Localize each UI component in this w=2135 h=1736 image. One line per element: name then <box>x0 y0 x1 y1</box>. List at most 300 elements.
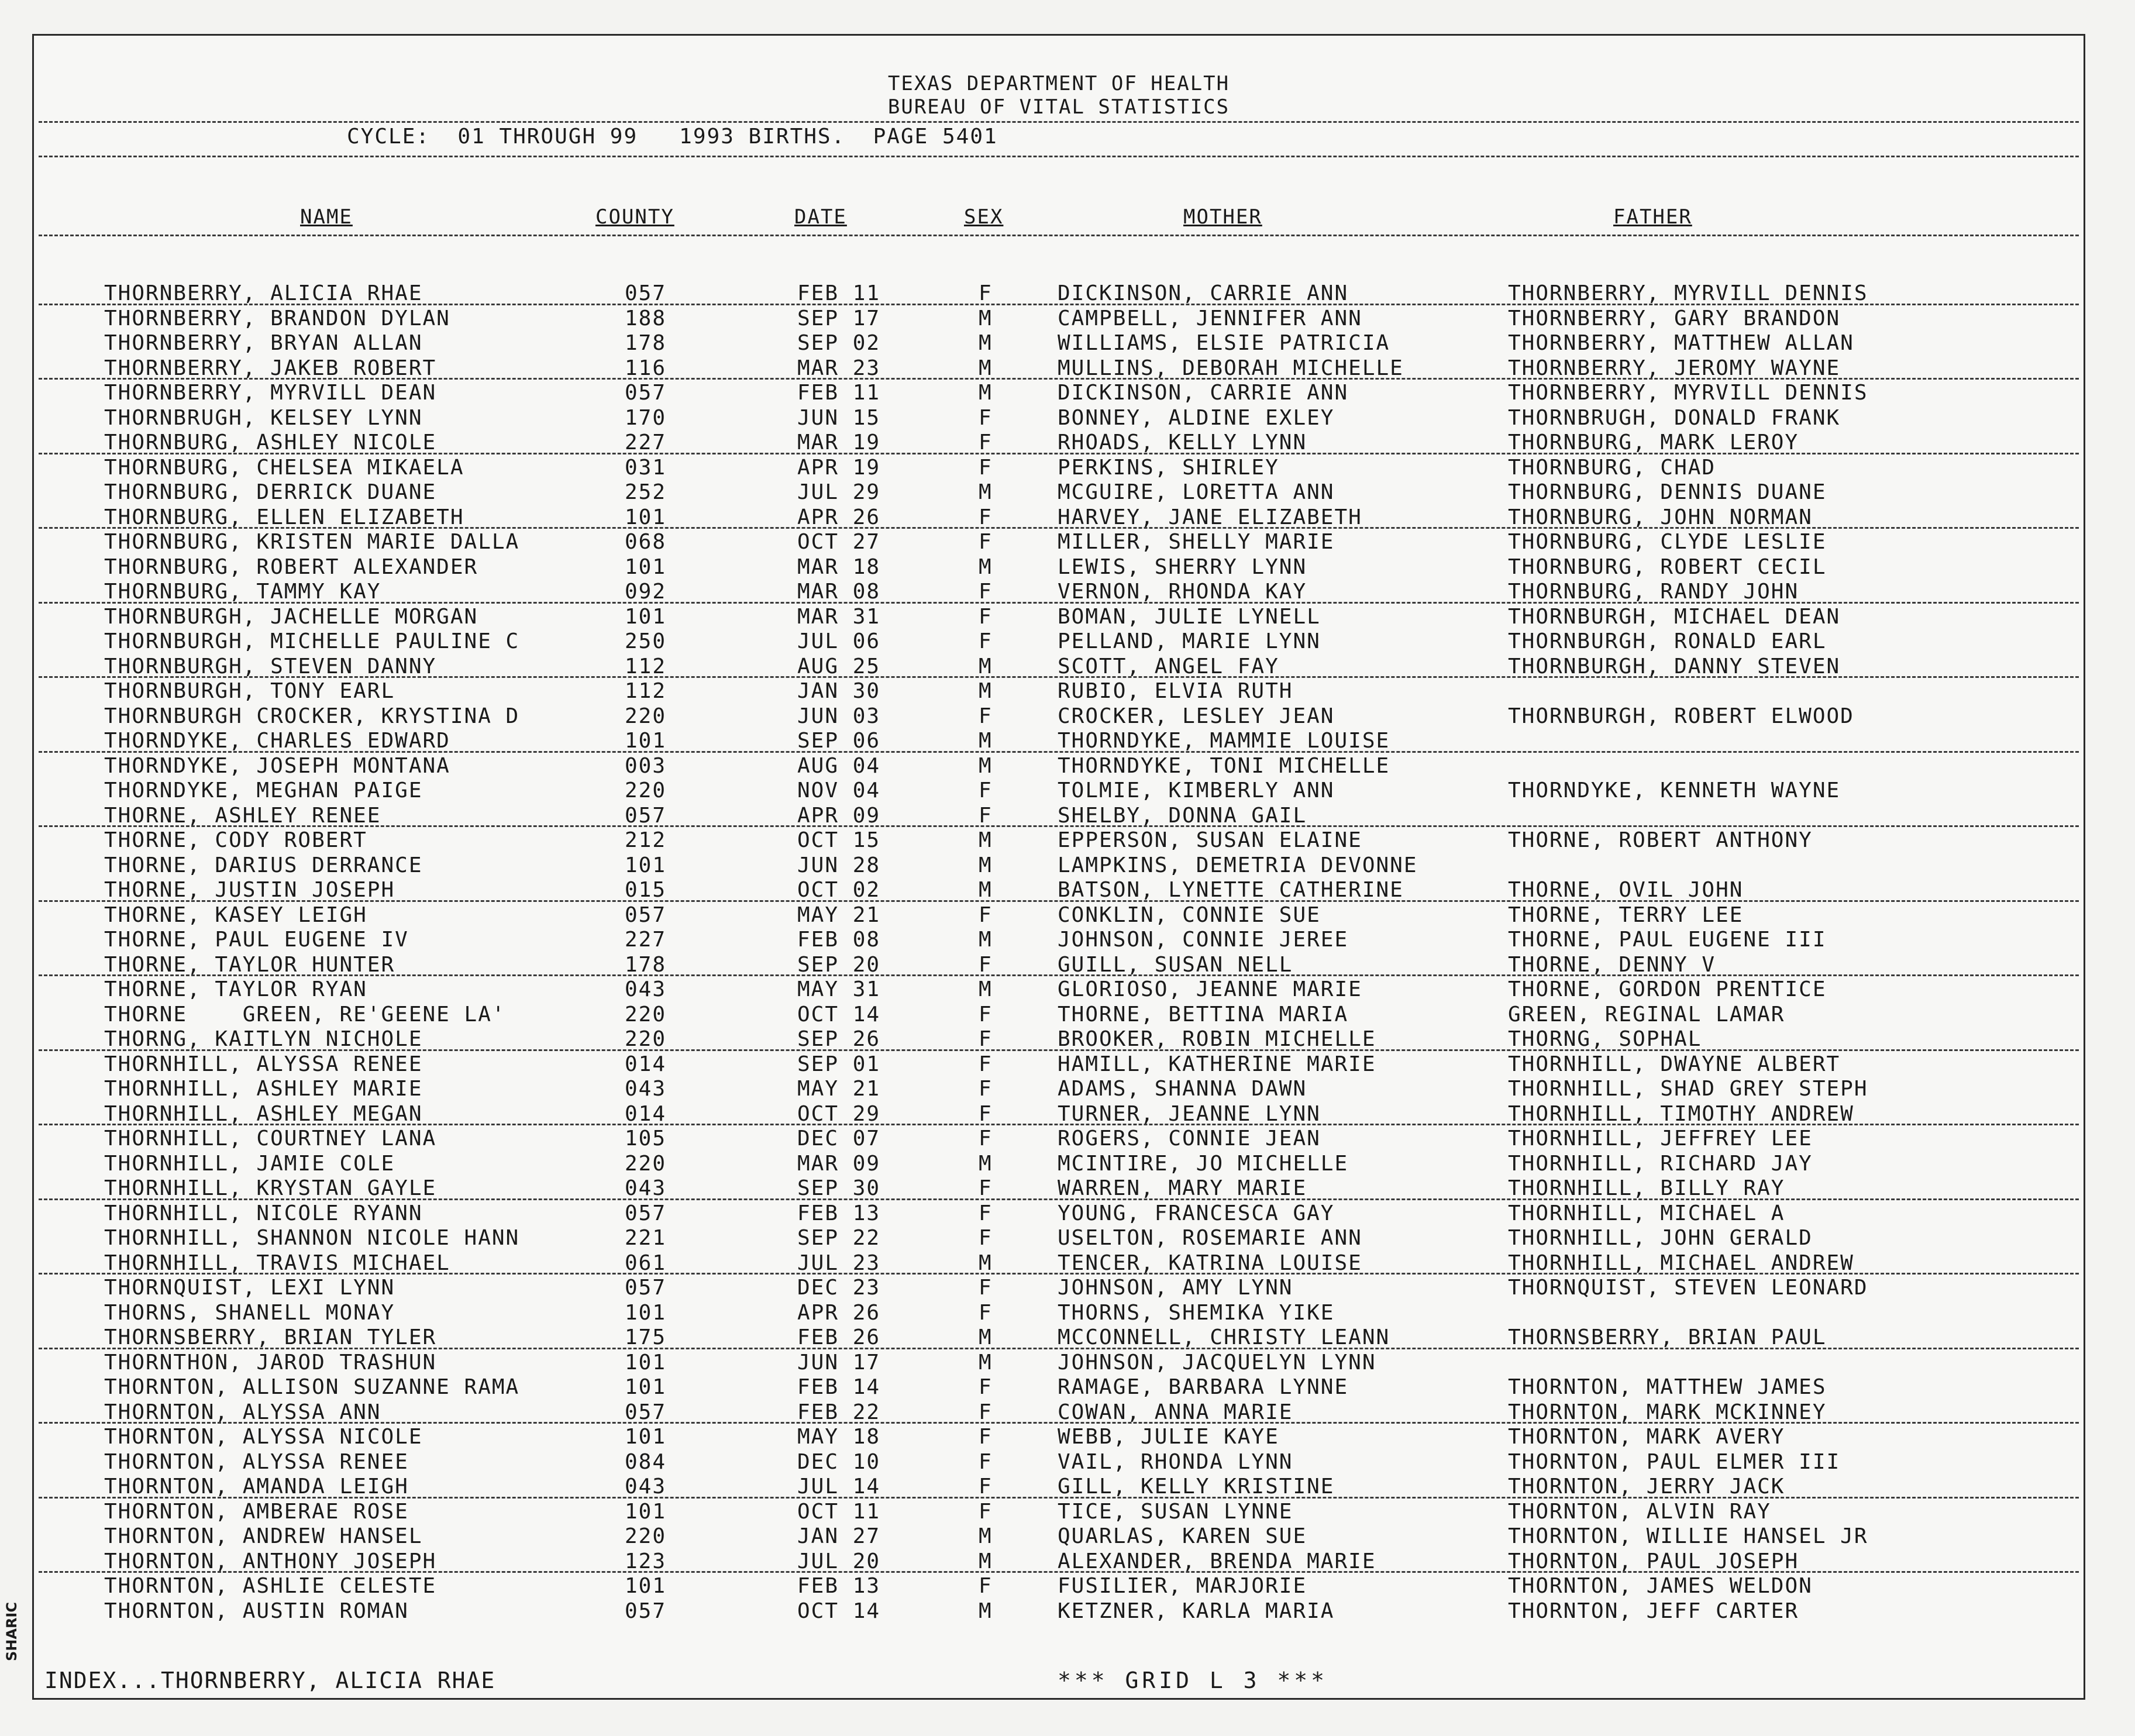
cell-name: THORNHILL, KRYSTAN GAYLE <box>104 1176 437 1200</box>
cell-mother: MCGUIRE, LORETTA ANN <box>1058 480 1335 504</box>
cell-date: JUL 23 <box>797 1251 881 1275</box>
cell-sex: M <box>979 1325 993 1349</box>
table-row <box>34 1003 2084 1028</box>
cell-mother: PERKINS, SHIRLEY <box>1058 455 1279 480</box>
cell-mother: RHOADS, KELLY LYNN <box>1058 430 1307 454</box>
cell-father: THORNTON, JAMES WELDON <box>1508 1574 1813 1598</box>
cell-father: THORNBURGH, ROBERT ELWOOD <box>1508 704 1854 728</box>
agency-title: TEXAS DEPARTMENT OF HEALTH <box>887 72 1230 95</box>
cell-sex: F <box>979 903 993 927</box>
cell-sex: M <box>979 729 993 753</box>
cell-name: THORNE, PAUL EUGENE IV <box>104 928 409 952</box>
cell-name: THORNE, CODY ROBERT <box>104 828 367 852</box>
cell-sex: M <box>979 480 993 504</box>
cell-sex: F <box>979 1027 993 1051</box>
cell-county: 031 <box>625 455 667 480</box>
cell-name: THORNTON, AUSTIN ROMAN <box>104 1599 409 1623</box>
cell-name: THORNE, DARIUS DERRANCE <box>104 853 423 877</box>
cell-mother: KETZNER, KARLA MARIA <box>1058 1599 1335 1623</box>
table-row <box>34 704 2084 729</box>
cell-sex: M <box>979 753 993 778</box>
cell-father: THORNHILL, MICHAEL A <box>1508 1201 1785 1225</box>
cell-county: 084 <box>625 1449 667 1474</box>
table-row <box>34 1524 2084 1549</box>
cell-county: 057 <box>625 1201 667 1225</box>
cell-county: 043 <box>625 1176 667 1200</box>
cell-name: THORNSBERRY, BRIAN TYLER <box>104 1325 437 1349</box>
cell-father: THORNQUIST, STEVEN LEONARD <box>1508 1276 1868 1300</box>
cell-county: 057 <box>625 1400 667 1424</box>
cell-name: THORNBURG, CHELSEA MIKAELA <box>104 455 464 480</box>
cell-name: THORNBURGH, MICHELLE PAULINE C <box>104 629 520 653</box>
bureau-title: BUREAU OF VITAL STATISTICS <box>887 95 1230 119</box>
cell-sex: M <box>979 1350 993 1375</box>
cell-date: DEC 07 <box>797 1127 881 1151</box>
cell-name: THORNHILL, COURTNEY LANA <box>104 1127 437 1151</box>
cell-sex: F <box>979 1300 993 1325</box>
cell-father: THORNTON, JEFF CARTER <box>1508 1599 1799 1623</box>
cell-name: THORNBERRY, BRANDON DYLAN <box>104 306 450 330</box>
table-row <box>34 729 2084 754</box>
cell-date: MAR 19 <box>797 430 881 454</box>
cell-date: FEB 13 <box>797 1201 881 1225</box>
table-row <box>34 1226 2084 1251</box>
cell-father: THORNG, SOPHAL <box>1508 1027 1702 1051</box>
table-row <box>34 1475 2084 1500</box>
table-row <box>34 1574 2084 1599</box>
cell-sex: F <box>979 455 993 480</box>
cell-date: MAY 31 <box>797 977 881 1001</box>
cell-date: MAY 18 <box>797 1425 881 1449</box>
cell-father: THORNSBERRY, BRIAN PAUL <box>1508 1325 1827 1349</box>
table-row <box>34 928 2084 953</box>
side-mark: SHARIC <box>4 1602 20 1661</box>
column-header-father: FATHER <box>1613 205 1692 229</box>
cell-date: OCT 14 <box>797 1002 881 1027</box>
cell-date: AUG 04 <box>797 753 881 778</box>
table-row <box>34 629 2084 655</box>
cell-mother: THORNS, SHEMIKA YIKE <box>1058 1300 1335 1325</box>
cell-father: THORNBERRY, MATTHEW ALLAN <box>1508 331 1854 355</box>
cell-name: THORNE, KASEY LEIGH <box>104 903 367 927</box>
cell-mother: DICKINSON, CARRIE ANN <box>1058 281 1349 305</box>
cell-father: GREEN, REGINAL LAMAR <box>1508 1002 1785 1027</box>
table-row <box>34 1301 2084 1326</box>
cell-father: THORNBRUGH, DONALD FRANK <box>1508 405 1841 430</box>
cell-father: THORNBURG, CLYDE LESLIE <box>1508 530 1827 554</box>
cell-mother: THORNDYKE, MAMMIE LOUISE <box>1058 729 1390 753</box>
table-row <box>34 853 2084 879</box>
cell-sex: M <box>979 853 993 877</box>
cell-mother: WEBB, JULIE KAYE <box>1058 1425 1279 1449</box>
column-header-date: DATE <box>794 205 847 229</box>
cell-date: FEB 11 <box>797 281 881 305</box>
cell-father: THORNBURG, DENNIS DUANE <box>1508 480 1827 504</box>
cell-date: OCT 29 <box>797 1101 881 1126</box>
cell-mother: ROGERS, CONNIE JEAN <box>1058 1127 1321 1151</box>
cell-sex: F <box>979 1276 993 1300</box>
cell-name: THORNBERRY, BRYAN ALLAN <box>104 331 423 355</box>
table-row <box>34 1052 2084 1077</box>
cell-county: 212 <box>625 828 667 852</box>
table-row <box>34 1127 2084 1152</box>
cell-county: 014 <box>625 1101 667 1126</box>
cell-name: THORNTON, AMANDA LEIGH <box>104 1475 409 1499</box>
cell-father: THORNHILL, SHAD GREY STEPH <box>1508 1077 1868 1101</box>
cell-sex: F <box>979 952 993 977</box>
cell-sex: F <box>979 1574 993 1598</box>
cell-mother: GILL, KELLY KRISTINE <box>1058 1475 1335 1499</box>
cell-county: 043 <box>625 1077 667 1101</box>
cell-sex: F <box>979 505 993 529</box>
cell-name: THORNBURGH, TONY EARL <box>104 679 395 703</box>
cell-sex: F <box>979 779 993 802</box>
cell-sex: F <box>979 1176 993 1200</box>
table-row <box>34 430 2084 456</box>
cell-county: 250 <box>625 629 667 653</box>
cell-county: 101 <box>625 1499 667 1524</box>
cell-county: 101 <box>625 1350 667 1375</box>
cell-date: AUG 25 <box>797 654 881 678</box>
birth-records-list <box>34 281 2084 1624</box>
cell-county: 227 <box>625 928 667 952</box>
cycle-divider <box>39 156 2079 157</box>
cell-mother: MILLER, SHELLY MARIE <box>1058 530 1335 554</box>
cell-county: 057 <box>625 903 667 927</box>
cell-date: MAY 21 <box>797 1077 881 1101</box>
cell-county: 003 <box>625 753 667 778</box>
cell-sex: F <box>979 1101 993 1126</box>
cell-mother: JOHNSON, JACQUELYN LYNN <box>1058 1350 1376 1375</box>
cell-sex: M <box>979 1524 993 1548</box>
cell-county: 057 <box>625 803 667 828</box>
cell-date: JUN 28 <box>797 853 881 877</box>
cell-date: DEC 10 <box>797 1449 881 1474</box>
cell-father: THORNBURG, CHAD <box>1508 455 1716 480</box>
cell-date: SEP 22 <box>797 1226 881 1250</box>
cell-name: THORNHILL, TRAVIS MICHAEL <box>104 1251 450 1275</box>
cell-mother: RAMAGE, BARBARA LYNNE <box>1058 1375 1349 1399</box>
table-row <box>34 1027 2084 1052</box>
cell-mother: HAMILL, KATHERINE MARIE <box>1058 1052 1376 1076</box>
cell-mother: VERNON, RHONDA KAY <box>1058 580 1307 604</box>
cell-mother: ADAMS, SHANNA DAWN <box>1058 1077 1307 1101</box>
cell-mother: MCCONNELL, CHRISTY LEANN <box>1058 1325 1390 1349</box>
table-row <box>34 605 2084 630</box>
cell-sex: F <box>979 1002 993 1027</box>
header-divider <box>39 121 2079 123</box>
cell-father: THORNTON, PAUL ELMER III <box>1508 1449 1841 1474</box>
cell-mother: BOMAN, JULIE LYNELL <box>1058 604 1321 629</box>
cell-sex: F <box>979 803 993 828</box>
table-row <box>34 679 2084 704</box>
cell-name: THORNTON, ALYSSA RENEE <box>104 1449 409 1474</box>
cell-county: 101 <box>625 554 667 579</box>
cell-date: OCT 27 <box>797 530 881 554</box>
cell-sex: F <box>979 1499 993 1524</box>
cell-sex: M <box>979 878 993 902</box>
cell-sex: M <box>979 331 993 355</box>
table-row <box>34 1152 2084 1177</box>
cell-date: FEB 08 <box>797 928 881 952</box>
cell-sex: F <box>979 430 993 454</box>
cell-county: 116 <box>625 356 667 380</box>
cell-sex: M <box>979 654 993 678</box>
cell-county: 101 <box>625 1425 667 1449</box>
cell-date: DEC 23 <box>797 1276 881 1300</box>
cell-mother: BONNEY, ALDINE EXLEY <box>1058 405 1335 430</box>
table-row <box>34 903 2084 928</box>
cell-date: APR 19 <box>797 455 881 480</box>
cell-date: JAN 27 <box>797 1524 881 1548</box>
cell-county: 220 <box>625 1027 667 1051</box>
cell-mother: DICKINSON, CARRIE ANN <box>1058 381 1349 405</box>
cell-name: THORNQUIST, LEXI LYNN <box>104 1276 395 1300</box>
cell-father: THORNE, TERRY LEE <box>1508 903 1744 927</box>
cell-mother: LAMPKINS, DEMETRIA DEVONNE <box>1058 853 1418 877</box>
cell-father: THORNBURGH, RONALD EARL <box>1508 629 1827 653</box>
cell-name: THORNHILL, NICOLE RYANN <box>104 1201 423 1225</box>
cell-name: THORNBERRY, JAKEB ROBERT <box>104 356 437 380</box>
cell-name: THORNHILL, JAMIE COLE <box>104 1151 395 1176</box>
cell-mother: SCOTT, ANGEL FAY <box>1058 654 1279 678</box>
cell-father: THORNBURGH, MICHAEL DEAN <box>1508 604 1841 629</box>
cell-date: MAR 23 <box>797 356 881 380</box>
table-row <box>34 555 2084 580</box>
cell-date: JUL 20 <box>797 1549 881 1573</box>
cell-mother: WARREN, MARY MARIE <box>1058 1176 1307 1200</box>
cell-date: MAR 31 <box>797 604 881 629</box>
cell-name: THORNHILL, ASHLEY MARIE <box>104 1077 423 1101</box>
table-row <box>34 1276 2084 1301</box>
cell-county: 220 <box>625 1002 667 1027</box>
cell-date: JUL 29 <box>797 480 881 504</box>
cell-sex: F <box>979 1475 993 1499</box>
table-row <box>34 281 2084 306</box>
cell-mother: TURNER, JEANNE LYNN <box>1058 1101 1321 1126</box>
cell-sex: M <box>979 977 993 1001</box>
cell-father: THORNTON, MARK MCKINNEY <box>1508 1400 1827 1424</box>
cell-name: THORNE GREEN, RE'GEENE LA' <box>104 1002 506 1027</box>
column-headers <box>34 205 2084 232</box>
cell-name: THORNDYKE, CHARLES EDWARD <box>104 729 450 753</box>
table-row <box>34 1325 2084 1351</box>
cell-county: 175 <box>625 1325 667 1349</box>
cell-date: JUL 06 <box>797 629 881 653</box>
cell-sex: F <box>979 530 993 554</box>
cell-county: 220 <box>625 1524 667 1548</box>
cell-name: THORNTON, ALYSSA ANN <box>104 1400 381 1424</box>
cell-date: SEP 02 <box>797 331 881 355</box>
cell-county: 221 <box>625 1226 667 1250</box>
cell-sex: M <box>979 1251 993 1275</box>
cell-date: FEB 26 <box>797 1325 881 1349</box>
cell-name: THORNHILL, ALYSSA RENEE <box>104 1052 423 1076</box>
cell-county: 123 <box>625 1549 667 1573</box>
cell-father: THORNHILL, JEFFREY LEE <box>1508 1127 1813 1151</box>
cycle-line: CYCLE: 01 THROUGH 99 1993 BIRTHS. PAGE 5401 <box>347 125 998 149</box>
cell-name: THORNBURG, ASHLEY NICOLE <box>104 430 437 454</box>
footer-grid: *** GRID L 3 *** <box>1058 1668 1328 1693</box>
cell-father: THORNBERRY, GARY BRANDON <box>1508 306 1841 330</box>
cell-mother: MULLINS, DEBORAH MICHELLE <box>1058 356 1404 380</box>
cell-mother: BATSON, LYNETTE CATHERINE <box>1058 878 1404 902</box>
table-row <box>34 828 2084 853</box>
table-row <box>34 356 2084 381</box>
cell-county: 014 <box>625 1052 667 1076</box>
cell-sex: F <box>979 704 993 728</box>
cell-name: THORNTON, ANDREW HANSEL <box>104 1524 423 1548</box>
table-row <box>34 306 2084 332</box>
table-row <box>34 1425 2084 1450</box>
cell-sex: F <box>979 1201 993 1225</box>
cell-sex: F <box>979 580 993 604</box>
cell-father: THORNBURG, MARK LEROY <box>1508 430 1799 454</box>
cell-county: 043 <box>625 977 667 1001</box>
cell-mother: FUSILIER, MARJORIE <box>1058 1574 1307 1598</box>
cell-name: THORNBURGH, STEVEN DANNY <box>104 654 437 678</box>
table-row <box>34 580 2084 605</box>
cell-father: THORNTON, JERRY JACK <box>1508 1475 1785 1499</box>
cell-county: 101 <box>625 1375 667 1399</box>
table-row <box>34 331 2084 356</box>
cell-sex: F <box>979 1425 993 1449</box>
cell-date: SEP 30 <box>797 1176 881 1200</box>
cell-county: 043 <box>625 1475 667 1499</box>
cell-name: THORNBURG, ELLEN ELIZABETH <box>104 505 464 529</box>
cell-mother: TENCER, KATRINA LOUISE <box>1058 1251 1362 1275</box>
cell-name: THORNTON, ASHLIE CELESTE <box>104 1574 437 1598</box>
cell-father: THORNBURG, JOHN NORMAN <box>1508 505 1813 529</box>
cell-date: SEP 01 <box>797 1052 881 1076</box>
cell-mother: PELLAND, MARIE LYNN <box>1058 629 1321 653</box>
cell-county: 101 <box>625 1574 667 1598</box>
cell-mother: THORNDYKE, TONI MICHELLE <box>1058 753 1390 778</box>
table-row <box>34 480 2084 505</box>
column-header-sex: SEX <box>964 205 1004 229</box>
cell-father: THORNHILL, BILLY RAY <box>1508 1176 1785 1200</box>
cell-date: FEB 11 <box>797 381 881 405</box>
cell-mother: USELTON, ROSEMARIE ANN <box>1058 1226 1362 1250</box>
cell-mother: MCINTIRE, JO MICHELLE <box>1058 1151 1349 1176</box>
cell-date: APR 26 <box>797 1300 881 1325</box>
cell-mother: TOLMIE, KIMBERLY ANN <box>1058 779 1335 802</box>
cell-county: 105 <box>625 1127 667 1151</box>
cell-sex: F <box>979 1127 993 1151</box>
cell-mother: YOUNG, FRANCESCA GAY <box>1058 1201 1335 1225</box>
cell-sex: M <box>979 1549 993 1573</box>
table-row <box>34 1351 2084 1376</box>
cell-date: JUL 14 <box>797 1475 881 1499</box>
cell-sex: F <box>979 1226 993 1250</box>
cell-mother: LEWIS, SHERRY LYNN <box>1058 554 1307 579</box>
cell-name: THORNE, TAYLOR HUNTER <box>104 952 395 977</box>
cell-name: THORNBURG, TAMMY KAY <box>104 580 381 604</box>
table-row <box>34 1176 2084 1201</box>
cell-date: JAN 30 <box>797 679 881 703</box>
table-row <box>34 804 2084 829</box>
table-row <box>34 406 2084 431</box>
cell-date: OCT 14 <box>797 1599 881 1623</box>
cell-mother: VAIL, RHONDA LYNN <box>1058 1449 1293 1474</box>
cell-mother: CONKLIN, CONNIE SUE <box>1058 903 1321 927</box>
table-row <box>34 456 2084 481</box>
footer-index: INDEX...THORNBERRY, ALICIA RHAE <box>44 1668 496 1693</box>
column-header-county: COUNTY <box>595 205 674 229</box>
table-row <box>34 381 2084 406</box>
cell-sex: M <box>979 1599 993 1623</box>
cell-father: THORNBERRY, JEROMY WAYNE <box>1508 356 1841 380</box>
cell-father: THORNHILL, MICHAEL ANDREW <box>1508 1251 1854 1275</box>
cell-sex: M <box>979 381 993 405</box>
table-row <box>34 779 2084 804</box>
cell-name: THORNTHON, JAROD TRASHUN <box>104 1350 437 1375</box>
cell-county: 057 <box>625 281 667 305</box>
cell-mother: JOHNSON, AMY LYNN <box>1058 1276 1293 1300</box>
cell-mother: GLORIOSO, JEANNE MARIE <box>1058 977 1362 1001</box>
cell-father: THORNE, OVIL JOHN <box>1508 878 1744 902</box>
cell-name: THORNBURG, KRISTEN MARIE DALLA <box>104 530 520 554</box>
cell-date: FEB 22 <box>797 1400 881 1424</box>
cell-county: 101 <box>625 505 667 529</box>
cell-name: THORNBURGH CROCKER, KRYSTINA D <box>104 704 520 728</box>
cell-sex: M <box>979 554 993 579</box>
cell-sex: F <box>979 1052 993 1076</box>
cell-county: 092 <box>625 580 667 604</box>
cell-date: MAY 21 <box>797 903 881 927</box>
cell-name: THORNE, ASHLEY RENEE <box>104 803 381 828</box>
cell-county: 220 <box>625 704 667 728</box>
cell-mother: CROCKER, LESLEY JEAN <box>1058 704 1335 728</box>
cell-date: MAR 18 <box>797 554 881 579</box>
cell-county: 057 <box>625 381 667 405</box>
cell-date: MAR 08 <box>797 580 881 604</box>
cell-sex: F <box>979 405 993 430</box>
cell-father: THORNHILL, JOHN GERALD <box>1508 1226 1813 1250</box>
cell-sex: F <box>979 1449 993 1474</box>
cell-sex: F <box>979 1375 993 1399</box>
table-row <box>34 1251 2084 1276</box>
cell-date: MAR 09 <box>797 1151 881 1176</box>
cell-name: THORNHILL, ASHLEY MEGAN <box>104 1101 423 1126</box>
cell-sex: F <box>979 281 993 305</box>
table-row <box>34 1549 2084 1575</box>
cell-date: SEP 20 <box>797 952 881 977</box>
cell-name: THORNE, JUSTIN JOSEPH <box>104 878 395 902</box>
cell-father: THORNE, GORDON PRENTICE <box>1508 977 1827 1001</box>
table-row <box>34 953 2084 978</box>
table-row <box>34 1450 2084 1475</box>
cell-name: THORNS, SHANELL MONAY <box>104 1300 395 1325</box>
cell-father: THORNDYKE, KENNETH WAYNE <box>1508 779 1841 802</box>
cell-county: 170 <box>625 405 667 430</box>
cell-sex: M <box>979 1151 993 1176</box>
cell-date: JUN 17 <box>797 1350 881 1375</box>
cell-sex: F <box>979 1077 993 1101</box>
table-row <box>34 1201 2084 1227</box>
table-row <box>34 505 2084 531</box>
cell-date: SEP 06 <box>797 729 881 753</box>
cell-county: 220 <box>625 779 667 802</box>
table-row <box>34 1400 2084 1425</box>
cell-name: THORNG, KAITLYN NICHOLE <box>104 1027 423 1051</box>
cell-name: THORNTON, ALLISON SUZANNE RAMA <box>104 1375 520 1399</box>
cell-county: 101 <box>625 604 667 629</box>
cell-county: 188 <box>625 306 667 330</box>
cell-name: THORNBERRY, ALICIA RHAE <box>104 281 423 305</box>
cell-father: THORNBURG, ROBERT CECIL <box>1508 554 1827 579</box>
cell-sex: F <box>979 1400 993 1424</box>
